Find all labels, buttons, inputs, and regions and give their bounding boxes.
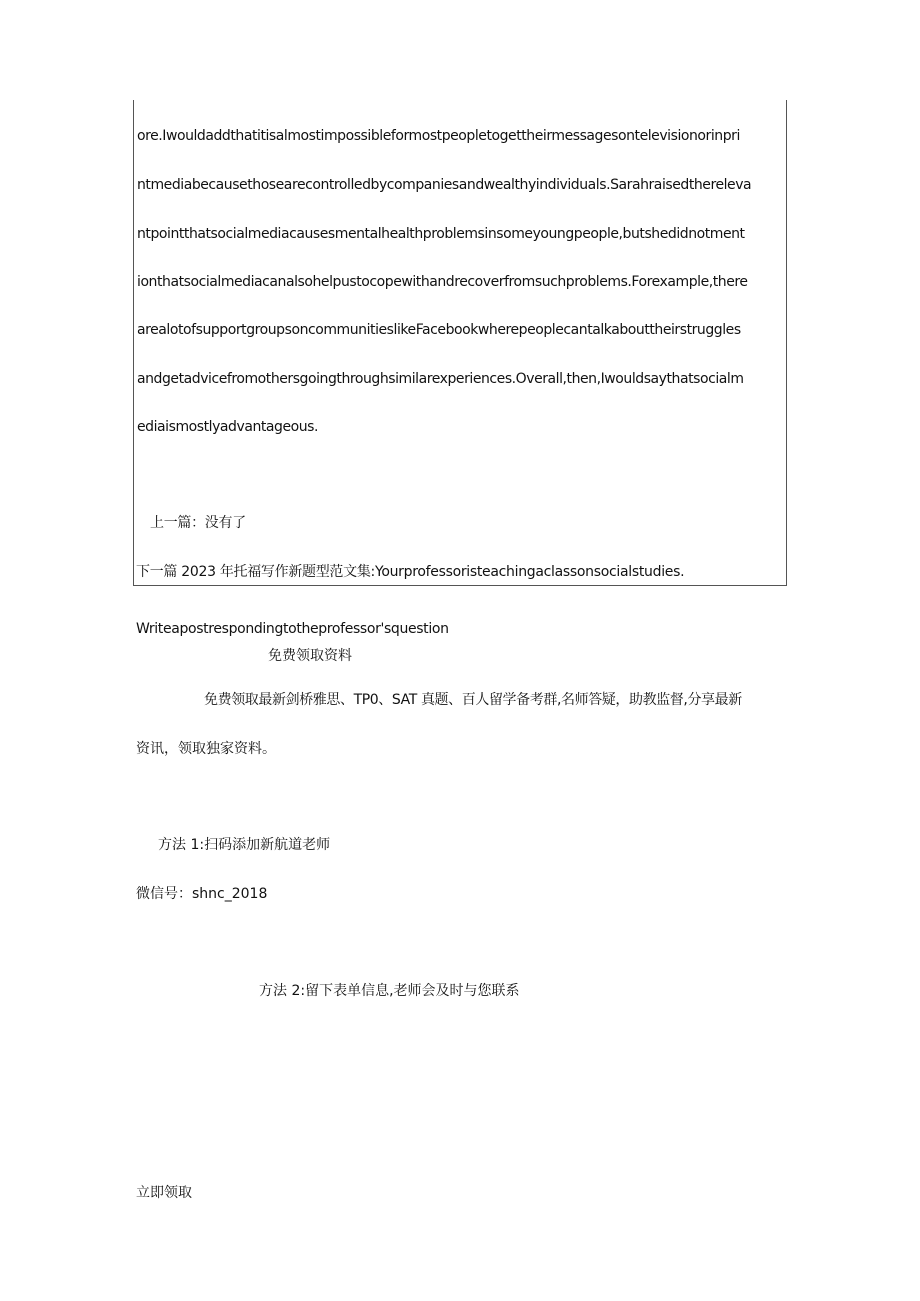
essay-line: ore.Iwouldaddthatitisalmostimpossibleformostpeopletogettheirmessagesontelevisionorinpri	[137, 128, 740, 144]
essay-line: ntpointthatsocialmediacausesmentalhealthproblemsinsomeyoungpeople,butshedidnotment	[137, 226, 745, 242]
promo-description-line2: 资讯，领取独家资料。	[136, 741, 276, 757]
continuation-text: Writeapostrespondingtotheprofessor'squestion	[136, 621, 449, 637]
claim-button[interactable]: 立即领取	[136, 1185, 192, 1201]
method1-text: 方法 1:扫码添加新航道老师	[158, 837, 331, 853]
essay-line: andgetadvicefromothersgoingthroughsimilarexperiences.Overall,then,Iwouldsaythatsocialm	[137, 371, 744, 387]
promo-description-line1: 免费领取最新剑桥雅思、TP0、SAT 真题、百人留学备考群,名师答疑，助教监督,分享最新	[204, 692, 742, 708]
next-article-link[interactable]: 下一篇 2023 年托福写作新题型范文集:Yourprofessoristeachingaclassonsocialstudies.	[136, 564, 685, 580]
essay-line: ionthatsocialmediacanalsohelpustocopewithandrecoverfromsuchproblems.Forexample,there	[137, 274, 748, 290]
prev-article-link[interactable]: 上一篇：没有了	[150, 515, 246, 531]
promo-title: 免费领取资料	[268, 648, 352, 664]
wechat-id: 微信号：shnc_2018	[136, 886, 268, 902]
essay-line: ntmediabecausethosearecontrolledbycompaniesandwealthyindividuals.Sarahraisedthereleva	[137, 177, 752, 193]
method2-text: 方法 2:留下表单信息,老师会及时与您联系	[259, 983, 520, 999]
essay-line: arealotofsupportgroupsoncommunitieslikeFacebookwherepeoplecantalkabouttheirstruggles	[137, 322, 741, 338]
essay-line: ediaismostlyadvantageous.	[137, 419, 319, 435]
